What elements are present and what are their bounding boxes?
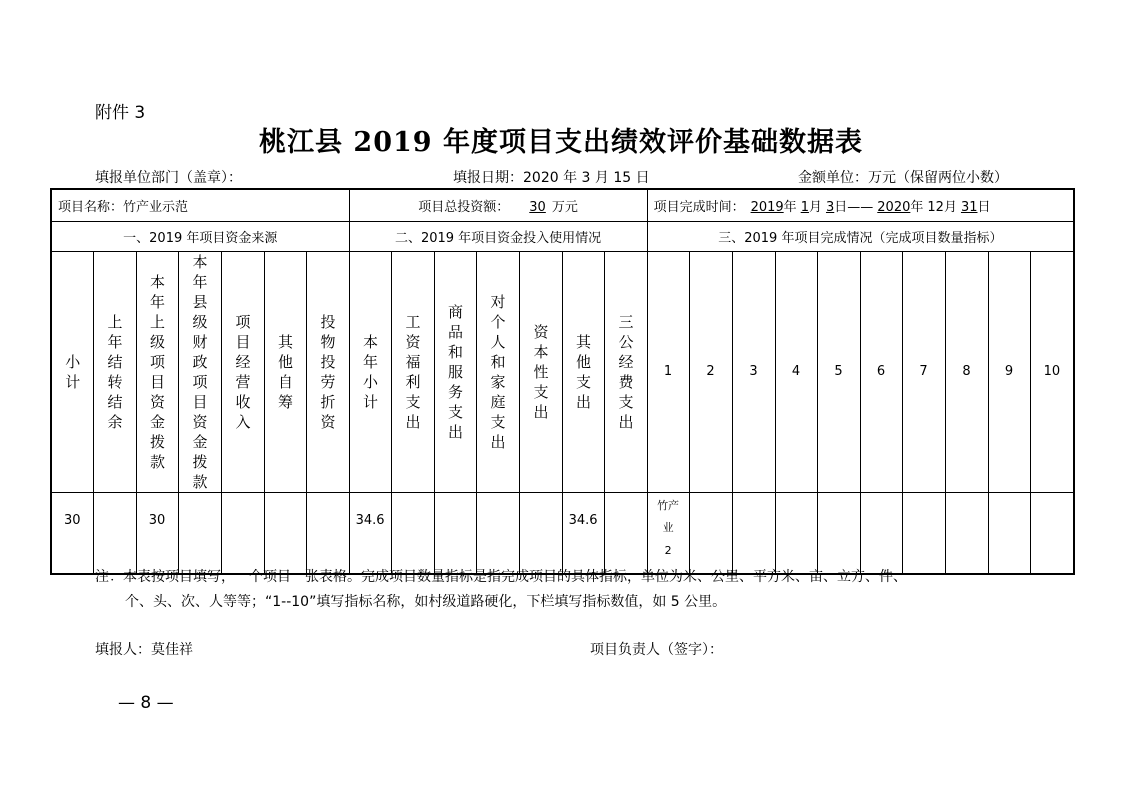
col-header: 其他支出 [562, 251, 604, 492]
data-cell [519, 492, 562, 574]
col-header: 三公经费支出 [604, 251, 647, 492]
data-table [50, 188, 1075, 575]
data-cell [434, 492, 476, 574]
col-header: 上年结转结余 [93, 251, 136, 492]
data-cell [391, 492, 434, 574]
data-cell [306, 492, 349, 574]
start-day: 3 [825, 199, 835, 215]
indicator-1-cell [647, 492, 689, 574]
data-cell [775, 492, 817, 574]
column-header-row [51, 251, 1074, 492]
attachment-label: 附件 3 [95, 103, 146, 123]
data-cell [221, 492, 264, 574]
data-cell [604, 492, 647, 574]
col-header: 投物投劳折资 [306, 251, 349, 492]
indicator-col-6: 6 [860, 251, 902, 492]
col-header: 本年小计 [349, 251, 391, 492]
month-char: 月 [808, 199, 822, 215]
indicator-col-4: 4 [775, 251, 817, 492]
project-name-cell [51, 189, 349, 221]
end-year: 2020 [877, 199, 911, 215]
responsible-signature: 项目负责人（签字）： [590, 642, 723, 658]
project-name-label: 项目名称： [58, 199, 124, 215]
col-header: 项目经营收入 [221, 251, 264, 492]
data-row [51, 492, 1074, 574]
end-day: 31 [960, 199, 978, 215]
section-fund-usage: 二、2019 年项目资金投入使用情况 [349, 221, 647, 251]
col-header: 本年县级财政项目资金拨款 [178, 251, 221, 492]
total-invest-cell [349, 189, 647, 221]
section-completion: 三、2019 年项目完成情况（完成项目数量指标） [647, 221, 1074, 251]
filler-signature: 填报人：莫佳祥 [95, 642, 193, 658]
indicator-col-7: 7 [902, 251, 945, 492]
data-cell [93, 492, 136, 574]
data-cell [264, 492, 306, 574]
data-cell [689, 492, 732, 574]
data-cell [817, 492, 860, 574]
table-note [95, 565, 1055, 615]
data-cell [902, 492, 945, 574]
completion-time-cell [647, 189, 1074, 221]
data-cell [178, 492, 221, 574]
data-cell [988, 492, 1030, 574]
year-char: 年 [910, 199, 924, 215]
total-invest-value: 30 [529, 199, 546, 215]
col-header: 工资福利支出 [391, 251, 434, 492]
indicator-1-value: 2 [664, 543, 672, 557]
data-cell [860, 492, 902, 574]
completion-time-label: 项目完成时间： [653, 199, 745, 215]
section-fund-source: 一、2019 年项目资金来源 [51, 221, 349, 251]
year-char: 年 [783, 199, 797, 215]
col-header: 小计 [51, 251, 93, 492]
indicator-col-9: 9 [988, 251, 1030, 492]
day-char: 日 [834, 199, 848, 215]
page-title: 桃江县 2019 年度项目支出绩效评价基础数据表 [259, 127, 863, 158]
indicator-col-2: 2 [689, 251, 732, 492]
month-char: 月 [943, 199, 957, 215]
amount-unit-label: 金额单位：万元（保留两位小数） [798, 170, 1008, 186]
col-header: 其他自筹 [264, 251, 306, 492]
end-month: 12 [927, 199, 944, 215]
indicator-col-8: 8 [945, 251, 988, 492]
project-name-value: 竹产业示范 [123, 199, 189, 215]
start-month: 1 [800, 199, 809, 215]
col-header: 商品和服务支出 [434, 251, 476, 492]
page-number: — 8 — [118, 693, 174, 713]
data-cell [732, 492, 775, 574]
col-header: 资本性支出 [519, 251, 562, 492]
data-cell [476, 492, 519, 574]
usage-subtotal-value: 34.6 [349, 492, 391, 574]
note-line-1: 注：本表按项目填写，一个项目一张表格。完成项目数量指标是指完成项目的具体指标，单位为米、公里、平方米、亩、立方、件、 [95, 569, 907, 585]
superior-allocation-value: 30 [136, 492, 178, 574]
start-year: 2019 [750, 199, 784, 215]
indicator-col-3: 3 [732, 251, 775, 492]
source-subtotal-value: 30 [51, 492, 93, 574]
col-header: 对个人和家庭支出 [476, 251, 519, 492]
fill-date-value: 2020 年 3 月 15 日 [523, 170, 650, 186]
indicator-col-10: 10 [1030, 251, 1074, 492]
data-cell [945, 492, 988, 574]
fill-date [453, 167, 650, 187]
indicator-1-name: 竹产业 [657, 498, 680, 534]
total-invest-unit: 万元 [551, 199, 578, 215]
col-header: 本年上级项目资金拨款 [136, 251, 178, 492]
fill-date-label: 填报日期： [453, 170, 523, 186]
total-invest-label: 项目总投资额： [418, 199, 510, 215]
date-dash: —— [847, 199, 874, 215]
indicator-col-1: 1 [647, 251, 689, 492]
data-cell [1030, 492, 1074, 574]
note-line-2: 个、头、次、人等等；“1--10”填写指标名称，如村级道路硬化，下栏填写指标数值，如 5 公里。 [125, 594, 727, 610]
other-expense-value: 34.6 [562, 492, 604, 574]
indicator-col-5: 5 [817, 251, 860, 492]
day-char: 日 [977, 199, 991, 215]
unit-dept-label: 填报单位部门（盖章）： [95, 170, 242, 186]
